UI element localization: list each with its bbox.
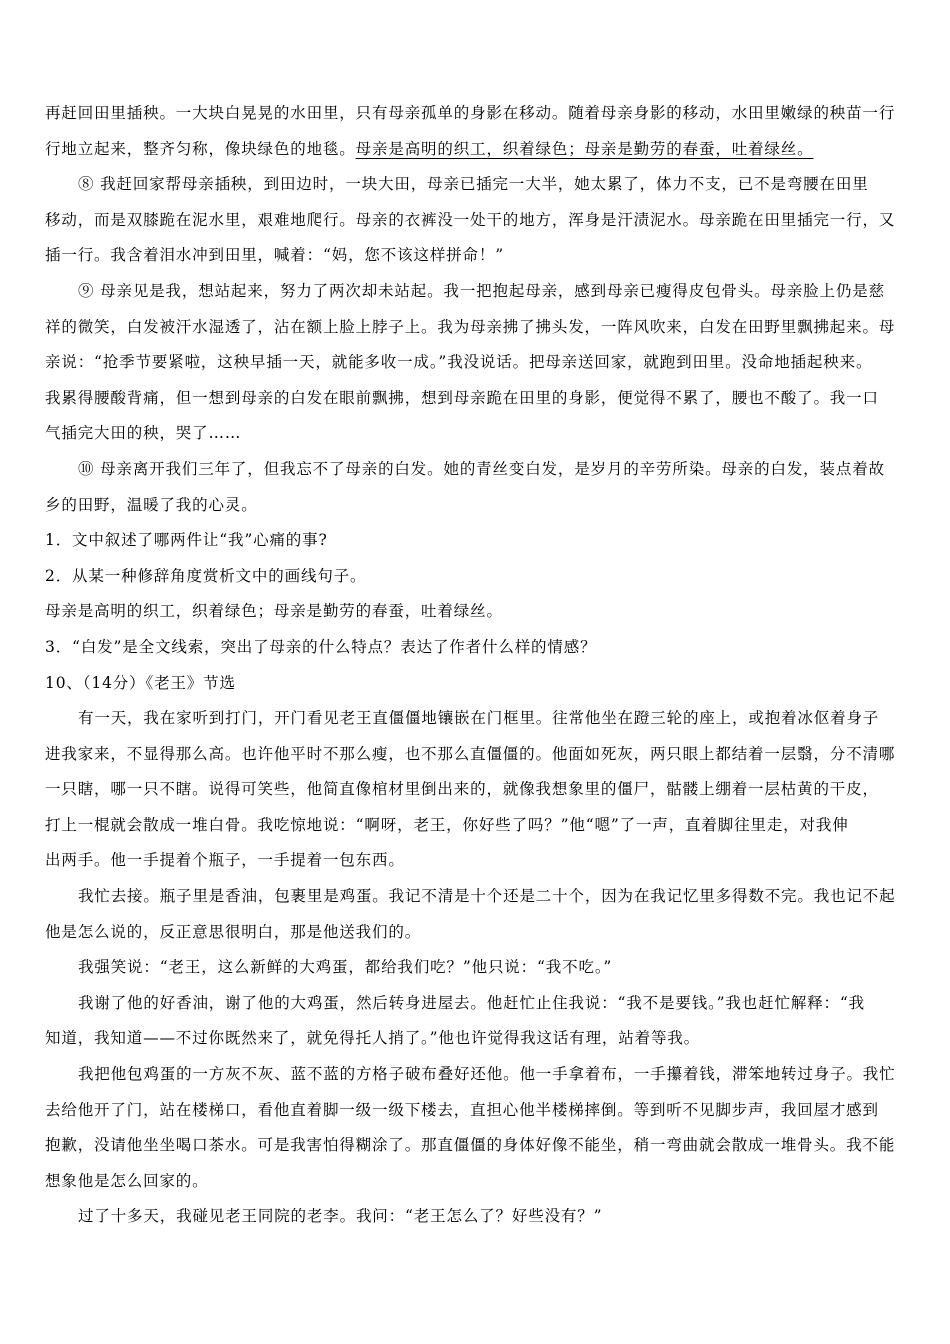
essay-line xyxy=(45,132,907,168)
question-1: 1．文中叙述了哪两件让“我”心痛的事? xyxy=(45,531,328,550)
question-2-quote: 母亲是高明的织工，织着绿色；母亲是勤劳的春蚕，吐着绿丝。 xyxy=(45,602,503,621)
laowang-p1-line: 出两手。他一手提着个瓶子，一手提着一包东西。 xyxy=(45,851,405,870)
laowang-p6-line: 过了十多天，我碰见老王同院的老李。我问：“老王怎么了？好些没有？” xyxy=(78,1207,603,1226)
laowang-p2-line: 我忙去接。瓶子里是香油，包裹里是鸡蛋。我记不清是十个还是二十个，因为在我记忆里多得数不完。我也记不起 xyxy=(78,887,896,906)
paragraph-9-line: 气插完大田的秧，哭了…… xyxy=(45,424,242,443)
text-run: 行地立起来，整齐匀称，像块绿色的地毯。 xyxy=(45,139,356,158)
paragraph-8-line: 移动，而是双膝跪在泥水里，艰难地爬行。母亲的衣裤没一处干的地方，浑身是汗渍泥水。母亲跪在田里插完一行，又 xyxy=(45,210,896,229)
laowang-p1-line: 一只瞎，哪一只不瞎。说得可笑些，他简直像棺材里倒出来的，就像我想象里的僵尸，骷髅上绷着一层枯黄的干皮， xyxy=(45,780,879,799)
laowang-p1-line: 打上一棍就会散成一堆白骨。我吃惊地说：“啊呀，老王，你好些了吗？”他“嗯”了一声，直着脚往里走，对我伸 xyxy=(45,815,849,834)
paragraph-8-line: ⑧ 我赶回家帮母亲插秧，到田边时，一块大田，母亲已插完一大半，她太累了，体力不支，已不是弯腰在田里 xyxy=(78,175,869,194)
essay-line: 再赶回田里插秧。一大块白晃晃的水田里，只有母亲孤单的身影在移动。随着母亲身影的移动，水田里嫩绿的秧苗一行 xyxy=(45,104,896,122)
laowang-p1-line: 有一天，我在家听到打门，开门看见老王直僵僵地镶嵌在门框里。往常他坐在蹬三轮的座上，或抱着冰伛着身子 xyxy=(78,709,880,728)
laowang-p5-line: 抱歉，没请他坐坐喝口茶水。可是我害怕得糊涂了。那直僵僵的身体好像不能坐，稍一弯曲就会散成一堆骨头。我不能 xyxy=(45,1136,896,1155)
laowang-p3-line: 我强笑说：“老王，这么新鲜的大鸡蛋，都给我们吃？”他只说：“我不吃。” xyxy=(78,958,613,977)
paragraph-9-line: 亲说：“抢季节要紧啦，这秧早插一天，就能多收一成。”我没说话。把母亲送回家，就跑到田里。没命地插起秧来。 xyxy=(45,353,873,372)
laowang-p5-line: 去给他开了门，站在楼梯口，看他直着脚一级一级下楼去，直担心他半楼梯摔倒。等到听不见脚步声，我回屋才感到 xyxy=(45,1100,879,1119)
laowang-p5-line: 想象他是怎么回家的。 xyxy=(45,1171,209,1190)
question-2: 2．从某一种修辞角度赏析文中的画线句子。 xyxy=(45,566,367,585)
underlined-sentence: 母亲是高明的织工，织着绿色；母亲是勤劳的春蚕，吐着绿丝。 xyxy=(355,139,814,158)
laowang-p4-line: 我谢了他的好香油，谢了他的大鸡蛋，然后转身进屋去。他赶忙止住我说：“我不是要钱。”我也赶忙解释：“我 xyxy=(78,993,866,1012)
section-10-heading: 10、（14分）《老王》节选 xyxy=(45,673,236,692)
paragraph-8-line: 插一行。我含着泪水冲到田里，喊着：“妈，您不该这样拼命！” xyxy=(45,246,504,265)
paragraph-10-line: ⑩ 母亲离开我们三年了，但我忘不了母亲的白发。她的青丝变白发，是岁月的辛劳所染。母亲的白发，装点着故 xyxy=(78,459,885,478)
paragraph-9-line: 我累得腰酸背痛，但一想到母亲的白发在眼前飘拂，想到母亲跪在田里的身影，便觉得不累了，腰也不酸了。我一口 xyxy=(45,388,879,407)
paragraph-9-line: ⑨ 母亲见是我，想站起来，努力了两次却未站起。我一把抱起母亲，感到母亲已瘦得皮包骨头。母亲脸上仍是慈 xyxy=(78,281,885,300)
question-3: 3．“白发”是全文线索，突出了母亲的什么特点？表达了作者什么样的情感？ xyxy=(45,637,597,656)
paragraph-9-line: 祥的微笑，白发被汗水湿透了，沾在额上脸上脖子上。我为母亲拂了拂头发，一阵风吹来，白发在田野里飘拂起来。母 xyxy=(45,317,896,336)
laowang-p2-line: 他是怎么说的，反正意思很明白，那是他送我们的。 xyxy=(45,922,422,941)
document-page xyxy=(45,96,907,1235)
laowang-p4-line: 知道，我知道——不过你既然来了，就免得托人捎了。”他也许觉得我这话有理，站着等我。 xyxy=(45,1029,701,1048)
paragraph-10-line: 乡的田野，温暖了我的心灵。 xyxy=(45,495,258,514)
laowang-p5-line: 我把他包鸡蛋的一方灰不灰、蓝不蓝的方格子破布叠好还他。他一手拿着布，一手攥着钱，滞笨地转过身子。我忙 xyxy=(78,1065,896,1084)
laowang-p1-line: 进我家来，不显得那么高。也许他平时不那么瘦，也不那么直僵僵的。他面如死灰，两只眼上都结着一层翳，分不清哪 xyxy=(45,744,896,763)
